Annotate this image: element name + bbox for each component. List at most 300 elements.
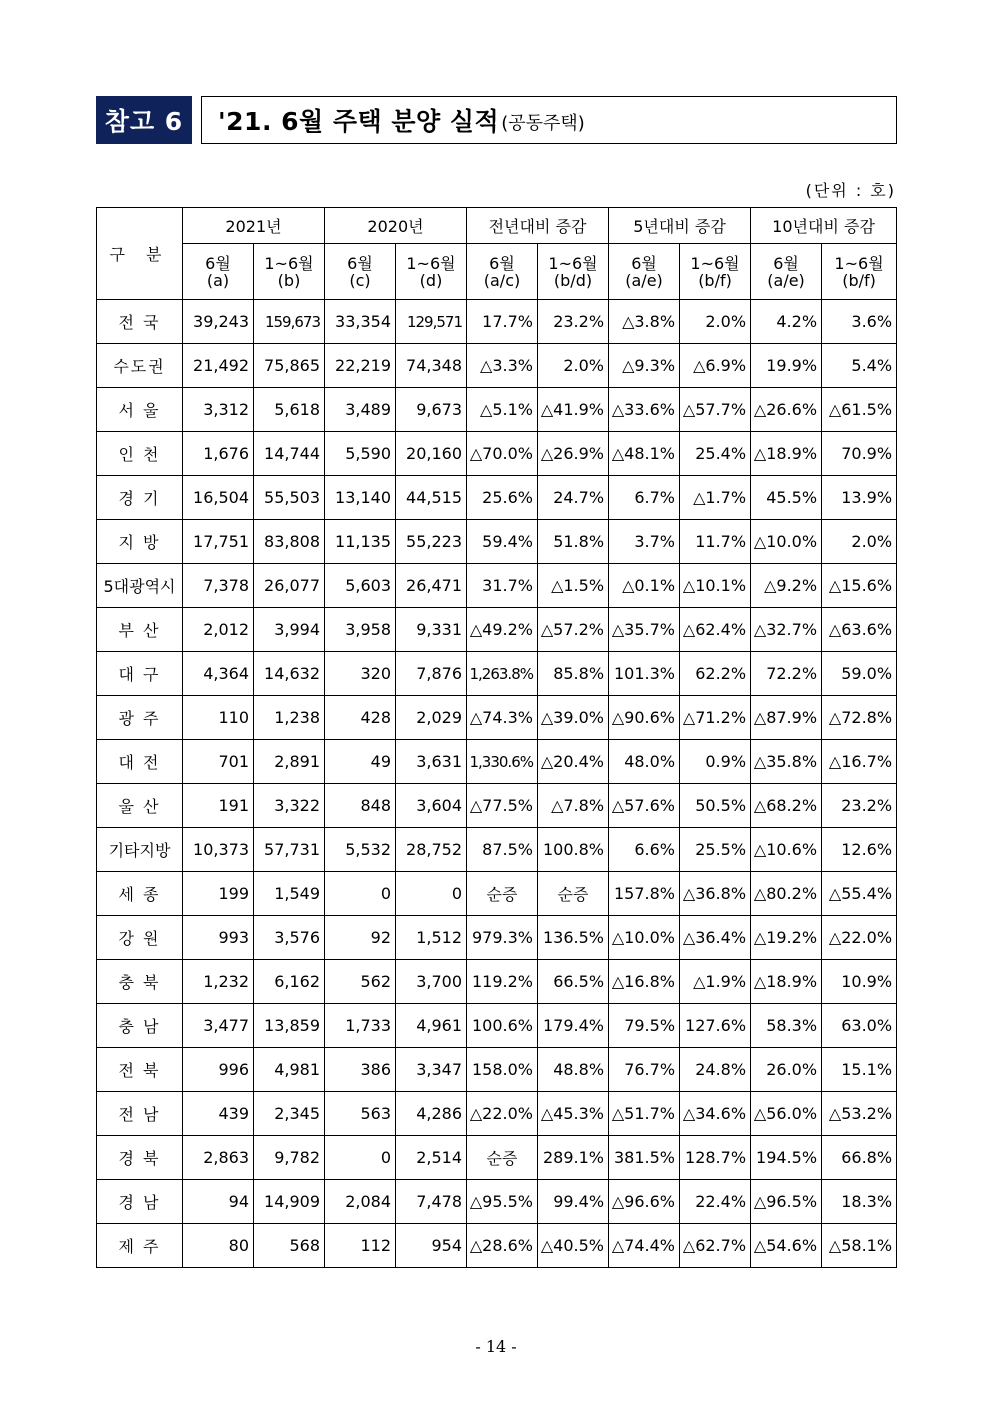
table-row xyxy=(97,652,897,696)
table-cell: 0 xyxy=(396,872,467,916)
table-cell: 2,514 xyxy=(396,1136,467,1180)
region-name: 충 북 xyxy=(97,960,183,1004)
title-box xyxy=(201,96,897,144)
table-cell: 순증 xyxy=(467,872,538,916)
table-cell: △10.0% xyxy=(609,916,680,960)
sub-header-code: (b) xyxy=(277,270,301,290)
table-cell: 1,549 xyxy=(254,872,325,916)
table-cell: △20.4% xyxy=(538,740,609,784)
table-cell: 110 xyxy=(183,696,254,740)
table-cell: 7,876 xyxy=(396,652,467,696)
table-cell: 2,891 xyxy=(254,740,325,784)
sub-header-code: (b/d) xyxy=(553,270,593,290)
table-cell: 1,330.6% xyxy=(467,740,538,784)
table-cell: 55,503 xyxy=(254,476,325,520)
table-cell: 16,504 xyxy=(183,476,254,520)
table-cell: △18.9% xyxy=(751,960,822,1004)
table-cell: 7,378 xyxy=(183,564,254,608)
table-cell: △9.3% xyxy=(609,344,680,388)
table-cell: 996 xyxy=(183,1048,254,1092)
table-cell: 45.5% xyxy=(751,476,822,520)
table-cell: 31.7% xyxy=(467,564,538,608)
region-name: 전 북 xyxy=(97,1048,183,1092)
region-name: 광 주 xyxy=(97,696,183,740)
table-cell: 23.2% xyxy=(822,784,897,828)
reference-badge: 참고 6 xyxy=(96,96,192,144)
table-cell: 3,347 xyxy=(396,1048,467,1092)
table-cell: 76.7% xyxy=(609,1048,680,1092)
table-cell: △3.8% xyxy=(609,300,680,344)
region-name: 인 천 xyxy=(97,432,183,476)
table-cell: 289.1% xyxy=(538,1136,609,1180)
table-cell: 954 xyxy=(396,1224,467,1268)
table-cell: △33.6% xyxy=(609,388,680,432)
table-cell: 194.5% xyxy=(751,1136,822,1180)
table-cell: 59.4% xyxy=(467,520,538,564)
table-cell: 979.3% xyxy=(467,916,538,960)
table-cell: 15.1% xyxy=(822,1048,897,1092)
table-cell: 1,512 xyxy=(396,916,467,960)
table-cell: 848 xyxy=(325,784,396,828)
table-row xyxy=(97,388,897,432)
table-cell: 25.5% xyxy=(680,828,751,872)
table-cell: 79.5% xyxy=(609,1004,680,1048)
table-cell: △22.0% xyxy=(822,916,897,960)
table-cell: 136.5% xyxy=(538,916,609,960)
sub-header-code: (a/c) xyxy=(483,270,521,290)
table-cell: 55,223 xyxy=(396,520,467,564)
table-cell: 1,238 xyxy=(254,696,325,740)
table-cell: 94 xyxy=(183,1180,254,1224)
table-cell: 5.4% xyxy=(822,344,897,388)
table-cell: △90.6% xyxy=(609,696,680,740)
region-name: 충 남 xyxy=(97,1004,183,1048)
table-cell: 83,808 xyxy=(254,520,325,564)
table-cell: 18.3% xyxy=(822,1180,897,1224)
table-cell: 72.2% xyxy=(751,652,822,696)
table-cell: 3,604 xyxy=(396,784,467,828)
table-cell: 157.8% xyxy=(609,872,680,916)
table-cell: 62.2% xyxy=(680,652,751,696)
table-cell: 6.7% xyxy=(609,476,680,520)
table-cell: △41.9% xyxy=(538,388,609,432)
table-cell: 48.0% xyxy=(609,740,680,784)
sub-header-period: 6월 xyxy=(489,253,515,273)
sub-header-period: 1~6월 xyxy=(548,253,598,273)
table-cell: △36.8% xyxy=(680,872,751,916)
table-cell: △6.9% xyxy=(680,344,751,388)
table-cell: 2,029 xyxy=(396,696,467,740)
sub-header-period: 6월 xyxy=(773,253,799,273)
table-cell: △26.9% xyxy=(538,432,609,476)
table-row xyxy=(97,476,897,520)
table-cell: △57.7% xyxy=(680,388,751,432)
table-cell: 17.7% xyxy=(467,300,538,344)
table-cell: 11.7% xyxy=(680,520,751,564)
table-cell: 10.9% xyxy=(822,960,897,1004)
region-name: 제 주 xyxy=(97,1224,183,1268)
table-cell: △56.0% xyxy=(751,1092,822,1136)
category-header: 구 분 xyxy=(97,208,183,300)
table-cell: △96.6% xyxy=(609,1180,680,1224)
table-cell: 101.3% xyxy=(609,652,680,696)
table-cell: △10.6% xyxy=(751,828,822,872)
table-cell: 23.2% xyxy=(538,300,609,344)
table-cell: △35.7% xyxy=(609,608,680,652)
sub-header-period: 6월 xyxy=(347,253,373,273)
table-cell: △5.1% xyxy=(467,388,538,432)
group-header: 2021년 xyxy=(183,208,325,244)
table-cell: 14,909 xyxy=(254,1180,325,1224)
table-cell: 13,140 xyxy=(325,476,396,520)
table-cell: 100.8% xyxy=(538,828,609,872)
table-cell: 701 xyxy=(183,740,254,784)
table-cell: 3,631 xyxy=(396,740,467,784)
table-cell: 66.8% xyxy=(822,1136,897,1180)
table-cell: 26.0% xyxy=(751,1048,822,1092)
table-row xyxy=(97,344,897,388)
table-cell: 14,744 xyxy=(254,432,325,476)
sub-header-code: (a/e) xyxy=(625,270,663,290)
table-cell: △40.5% xyxy=(538,1224,609,1268)
table-cell: 2,863 xyxy=(183,1136,254,1180)
table-cell: 12.6% xyxy=(822,828,897,872)
table-row xyxy=(97,696,897,740)
region-name: 지 방 xyxy=(97,520,183,564)
table-cell: 44,515 xyxy=(396,476,467,520)
table-cell: 5,532 xyxy=(325,828,396,872)
table-cell: △63.6% xyxy=(822,608,897,652)
table-row xyxy=(97,608,897,652)
table-cell: 11,135 xyxy=(325,520,396,564)
sub-header-code: (c) xyxy=(349,270,371,290)
table-cell: 4.2% xyxy=(751,300,822,344)
table-cell: 75,865 xyxy=(254,344,325,388)
table-cell: △0.1% xyxy=(609,564,680,608)
group-header: 2020년 xyxy=(325,208,467,244)
sub-header xyxy=(538,244,609,300)
sub-header xyxy=(751,244,822,300)
table-cell: 159,673 xyxy=(254,300,325,344)
table-cell: 3,322 xyxy=(254,784,325,828)
table-cell: 3,477 xyxy=(183,1004,254,1048)
table-row xyxy=(97,432,897,476)
table-row xyxy=(97,1180,897,1224)
table-cell: △1.5% xyxy=(538,564,609,608)
table-cell: 순증 xyxy=(467,1136,538,1180)
table-cell: 9,782 xyxy=(254,1136,325,1180)
table-cell: △62.7% xyxy=(680,1224,751,1268)
sub-header xyxy=(822,244,897,300)
table-cell: 2.0% xyxy=(822,520,897,564)
table-row xyxy=(97,960,897,1004)
table-cell: 128.7% xyxy=(680,1136,751,1180)
table-row xyxy=(97,1224,897,1268)
region-name: 대 전 xyxy=(97,740,183,784)
table-cell: △51.7% xyxy=(609,1092,680,1136)
table-cell: 0 xyxy=(325,872,396,916)
table-cell: 4,286 xyxy=(396,1092,467,1136)
region-name: 전 남 xyxy=(97,1092,183,1136)
table-row xyxy=(97,872,897,916)
table-cell: △96.5% xyxy=(751,1180,822,1224)
table-row xyxy=(97,740,897,784)
table-cell: △49.2% xyxy=(467,608,538,652)
table-cell: 100.6% xyxy=(467,1004,538,1048)
table-cell: 85.8% xyxy=(538,652,609,696)
page-title: '21. 6월 주택 분양 실적 xyxy=(218,107,500,136)
sub-header xyxy=(325,244,396,300)
table-cell: △32.7% xyxy=(751,608,822,652)
sub-header-period: 6월 xyxy=(205,253,231,273)
table-cell: 112 xyxy=(325,1224,396,1268)
table-cell: 562 xyxy=(325,960,396,1004)
table-cell: 87.5% xyxy=(467,828,538,872)
table-cell: 19.9% xyxy=(751,344,822,388)
table-cell: △3.3% xyxy=(467,344,538,388)
table-cell: 3,994 xyxy=(254,608,325,652)
table-cell: 48.8% xyxy=(538,1048,609,1092)
sub-header-code: (d) xyxy=(419,270,443,290)
region-name: 부 산 xyxy=(97,608,183,652)
table-cell: △16.7% xyxy=(822,740,897,784)
table-cell: △61.5% xyxy=(822,388,897,432)
table-cell: 381.5% xyxy=(609,1136,680,1180)
region-name: 울 산 xyxy=(97,784,183,828)
housing-sales-table xyxy=(96,207,897,1268)
table-cell: 3,958 xyxy=(325,608,396,652)
group-header: 5년대비 증감 xyxy=(609,208,751,244)
sub-header-period: 1~6월 xyxy=(834,253,884,273)
table-cell: △26.6% xyxy=(751,388,822,432)
table-cell: 6.6% xyxy=(609,828,680,872)
table-cell: 58.3% xyxy=(751,1004,822,1048)
table-cell: 80 xyxy=(183,1224,254,1268)
sub-header-code: (b/f) xyxy=(842,270,876,290)
table-cell: △70.0% xyxy=(467,432,538,476)
table-cell: 5,603 xyxy=(325,564,396,608)
table-cell: 13,859 xyxy=(254,1004,325,1048)
table-cell: △28.6% xyxy=(467,1224,538,1268)
table-cell: 428 xyxy=(325,696,396,740)
table-cell: 1,733 xyxy=(325,1004,396,1048)
sub-header xyxy=(396,244,467,300)
table-cell: 1,232 xyxy=(183,960,254,1004)
table-cell: 14,632 xyxy=(254,652,325,696)
table-cell: 22,219 xyxy=(325,344,396,388)
sub-header-period: 1~6월 xyxy=(406,253,456,273)
table-cell: △45.3% xyxy=(538,1092,609,1136)
table-cell: 74,348 xyxy=(396,344,467,388)
table-cell: △39.0% xyxy=(538,696,609,740)
table-cell: △77.5% xyxy=(467,784,538,828)
region-name: 기타지방 xyxy=(97,828,183,872)
table-cell: 4,961 xyxy=(396,1004,467,1048)
table-cell: △74.3% xyxy=(467,696,538,740)
table-cell: 191 xyxy=(183,784,254,828)
table-cell: 6,162 xyxy=(254,960,325,1004)
table-cell: 0 xyxy=(325,1136,396,1180)
table-cell: 3.6% xyxy=(822,300,897,344)
region-name: 경 기 xyxy=(97,476,183,520)
table-cell: 2,084 xyxy=(325,1180,396,1224)
table-row xyxy=(97,1136,897,1180)
table-cell: 순증 xyxy=(538,872,609,916)
sub-header-code: (a) xyxy=(206,270,230,290)
table-cell: 993 xyxy=(183,916,254,960)
table-cell: △57.2% xyxy=(538,608,609,652)
header-sub-row xyxy=(97,244,897,300)
region-name: 경 북 xyxy=(97,1136,183,1180)
table-cell: △57.6% xyxy=(609,784,680,828)
table-cell: 3.7% xyxy=(609,520,680,564)
region-name: 수도권 xyxy=(97,344,183,388)
table-cell: △18.9% xyxy=(751,432,822,476)
table-cell: 158.0% xyxy=(467,1048,538,1092)
unit-label: (단위 : 호) xyxy=(805,181,896,200)
table-cell: 439 xyxy=(183,1092,254,1136)
table-cell: 9,673 xyxy=(396,388,467,432)
table-cell: 5,590 xyxy=(325,432,396,476)
table-cell: 57,731 xyxy=(254,828,325,872)
table-cell: △74.4% xyxy=(609,1224,680,1268)
table-cell: 129,571 xyxy=(396,300,467,344)
sub-header xyxy=(183,244,254,300)
table-row xyxy=(97,828,897,872)
table-cell: 9,331 xyxy=(396,608,467,652)
table-cell: 1,263.8% xyxy=(467,652,538,696)
table-cell: △71.2% xyxy=(680,696,751,740)
table-cell: 50.5% xyxy=(680,784,751,828)
table-cell: △55.4% xyxy=(822,872,897,916)
table-cell: △68.2% xyxy=(751,784,822,828)
table-cell: 1,676 xyxy=(183,432,254,476)
group-header: 전년대비 증감 xyxy=(467,208,609,244)
table-cell: 7,478 xyxy=(396,1180,467,1224)
table-cell: △10.0% xyxy=(751,520,822,564)
sub-header-period: 1~6월 xyxy=(690,253,740,273)
table-cell: 4,364 xyxy=(183,652,254,696)
table-cell: 99.4% xyxy=(538,1180,609,1224)
header-group-row xyxy=(97,208,897,244)
table-cell: 25.4% xyxy=(680,432,751,476)
table-cell: 17,751 xyxy=(183,520,254,564)
table-cell: 28,752 xyxy=(396,828,467,872)
table-cell: △22.0% xyxy=(467,1092,538,1136)
table-cell: 3,700 xyxy=(396,960,467,1004)
table-cell: 320 xyxy=(325,652,396,696)
table-cell: 5,618 xyxy=(254,388,325,432)
table-cell: 568 xyxy=(254,1224,325,1268)
table-cell: △15.6% xyxy=(822,564,897,608)
region-name: 세 종 xyxy=(97,872,183,916)
table-cell: △48.1% xyxy=(609,432,680,476)
table-cell: 59.0% xyxy=(822,652,897,696)
table-cell: 26,471 xyxy=(396,564,467,608)
table-cell: 63.0% xyxy=(822,1004,897,1048)
region-name: 서 울 xyxy=(97,388,183,432)
region-name: 강 원 xyxy=(97,916,183,960)
table-cell: 24.8% xyxy=(680,1048,751,1092)
table-cell: 22.4% xyxy=(680,1180,751,1224)
table-cell: △72.8% xyxy=(822,696,897,740)
table-cell: 24.7% xyxy=(538,476,609,520)
table-cell: 51.8% xyxy=(538,520,609,564)
sub-header xyxy=(609,244,680,300)
sub-header-period: 6월 xyxy=(631,253,657,273)
table-cell: △1.9% xyxy=(680,960,751,1004)
table-cell: 3,312 xyxy=(183,388,254,432)
table-cell: △58.1% xyxy=(822,1224,897,1268)
sub-header xyxy=(254,244,325,300)
table-cell: △10.1% xyxy=(680,564,751,608)
table-cell: 21,492 xyxy=(183,344,254,388)
sub-header-code: (a/e) xyxy=(767,270,805,290)
table-row xyxy=(97,784,897,828)
table-cell: 563 xyxy=(325,1092,396,1136)
table-cell: 39,243 xyxy=(183,300,254,344)
table-cell: △9.2% xyxy=(751,564,822,608)
table-cell: 3,576 xyxy=(254,916,325,960)
sub-header xyxy=(680,244,751,300)
sub-header-period: 1~6월 xyxy=(264,253,314,273)
table-cell: △87.9% xyxy=(751,696,822,740)
table-cell: 0.9% xyxy=(680,740,751,784)
table-cell: 2.0% xyxy=(680,300,751,344)
table-cell: △53.2% xyxy=(822,1092,897,1136)
table-cell: 2,345 xyxy=(254,1092,325,1136)
region-name: 대 구 xyxy=(97,652,183,696)
table-cell: 70.9% xyxy=(822,432,897,476)
sub-header-code: (b/f) xyxy=(698,270,732,290)
table-cell: 25.6% xyxy=(467,476,538,520)
table-cell: 127.6% xyxy=(680,1004,751,1048)
table-row xyxy=(97,564,897,608)
table-cell: △54.6% xyxy=(751,1224,822,1268)
table-cell: 26,077 xyxy=(254,564,325,608)
table-cell: △62.4% xyxy=(680,608,751,652)
table-cell: △16.8% xyxy=(609,960,680,1004)
page-subtitle: (공동주택) xyxy=(501,113,585,134)
table-cell: 4,981 xyxy=(254,1048,325,1092)
table-cell: △19.2% xyxy=(751,916,822,960)
table-cell: 3,489 xyxy=(325,388,396,432)
table-row xyxy=(97,300,897,344)
table-cell: 20,160 xyxy=(396,432,467,476)
table-cell: △36.4% xyxy=(680,916,751,960)
sub-header xyxy=(467,244,538,300)
table-cell: △7.8% xyxy=(538,784,609,828)
page-number: - 14 - xyxy=(475,1337,517,1356)
table-cell: 92 xyxy=(325,916,396,960)
table-cell: 119.2% xyxy=(467,960,538,1004)
table-cell: 33,354 xyxy=(325,300,396,344)
table-cell: 386 xyxy=(325,1048,396,1092)
table-cell: 13.9% xyxy=(822,476,897,520)
table-cell: 10,373 xyxy=(183,828,254,872)
table-cell: 2.0% xyxy=(538,344,609,388)
table-cell: 199 xyxy=(183,872,254,916)
table-cell: △35.8% xyxy=(751,740,822,784)
region-name: 5대광역시 xyxy=(97,564,183,608)
table-cell: 179.4% xyxy=(538,1004,609,1048)
table-cell: △34.6% xyxy=(680,1092,751,1136)
table-cell: 66.5% xyxy=(538,960,609,1004)
table-row xyxy=(97,1048,897,1092)
region-name: 전 국 xyxy=(97,300,183,344)
table-row xyxy=(97,520,897,564)
table-cell: △80.2% xyxy=(751,872,822,916)
